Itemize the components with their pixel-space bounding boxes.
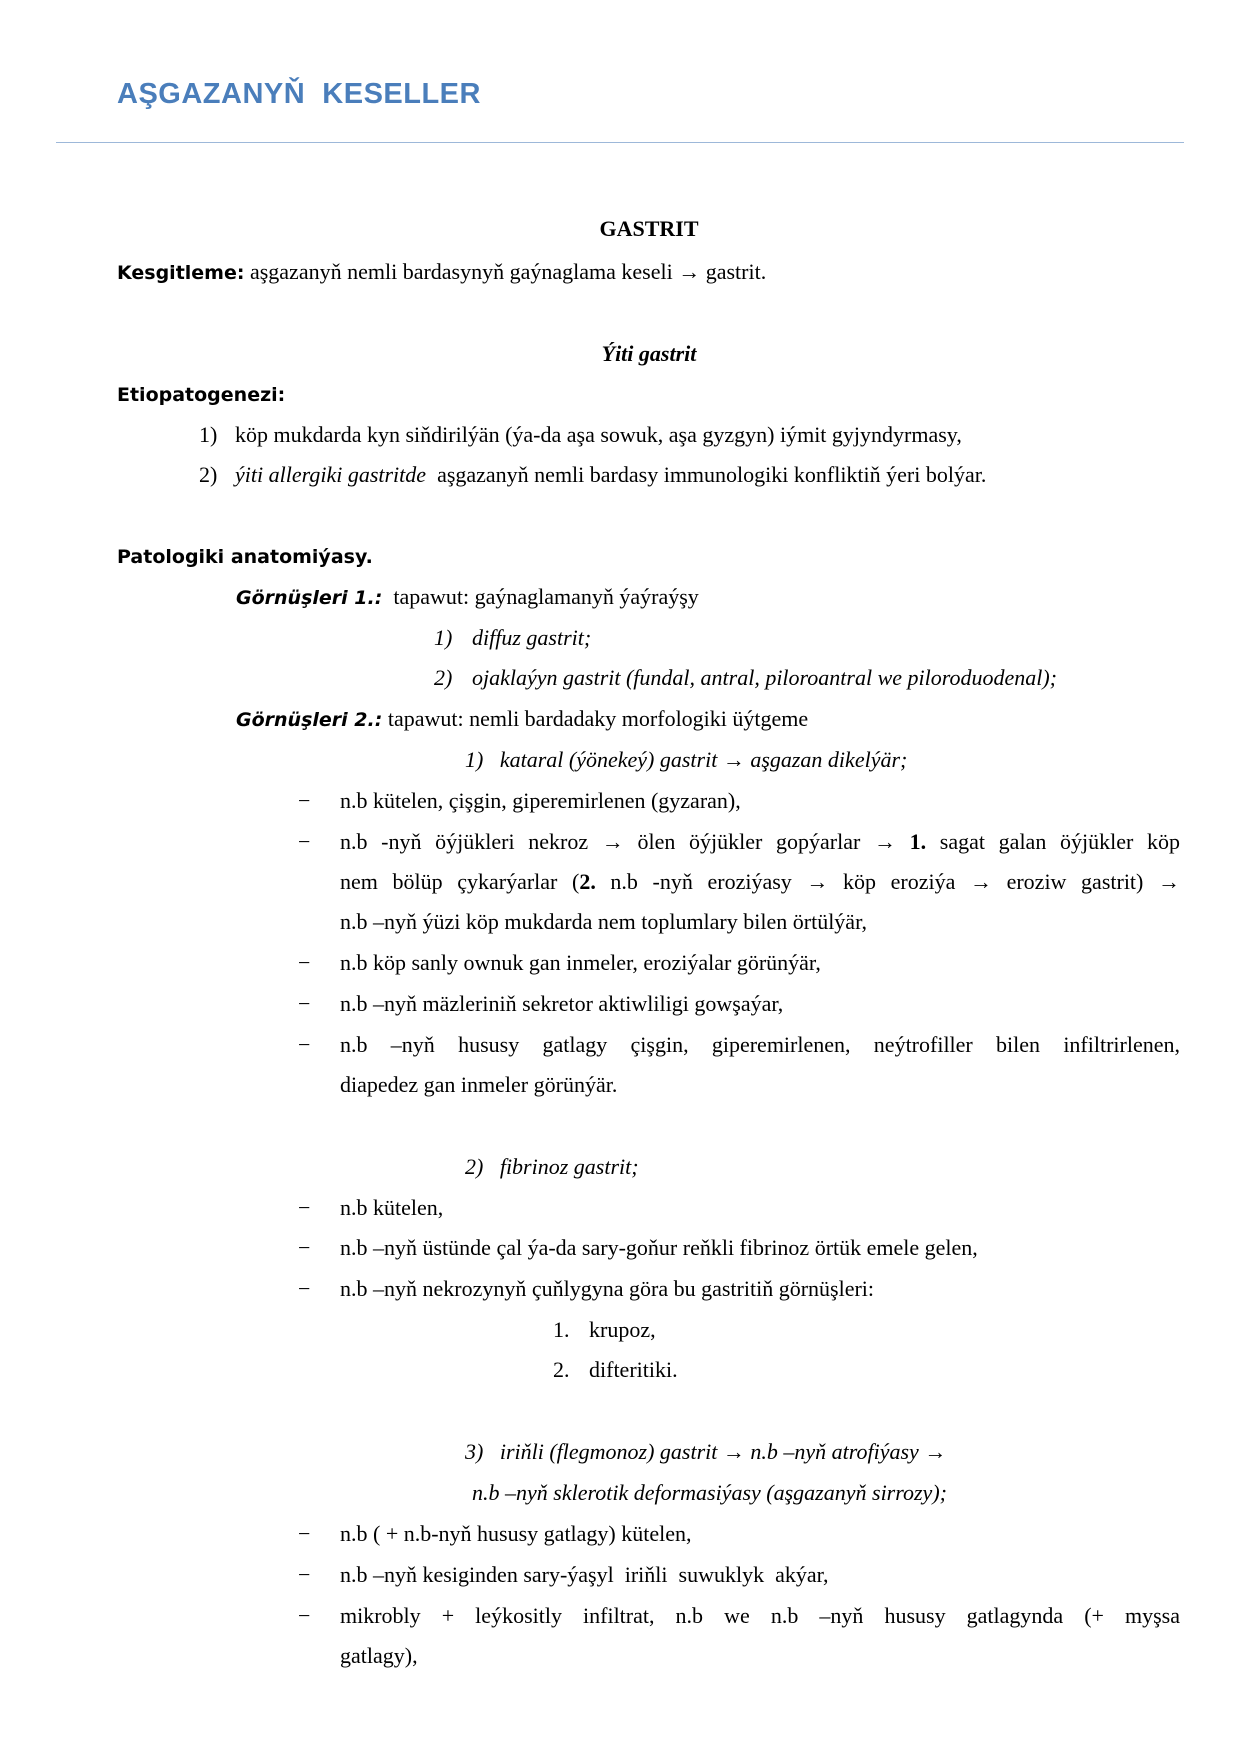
- types1-line: [236, 584, 699, 611]
- bullet-dash: −: [298, 788, 311, 813]
- bullet-text-continuation: n.b –nyň ýüzi köp mukdarda nem toplumlary bilen örtülýär,: [340, 909, 868, 934]
- bullet-dash: −: [298, 1235, 311, 1260]
- bullet-dash: −: [298, 1521, 311, 1546]
- types1-item: [434, 625, 591, 651]
- document-heading: AŞGAZANYŇ KESELLER: [117, 78, 481, 110]
- item-text: köp mukdarda kyn siňdirilýän (ýa-da aşa sowuk, aşa gyzgyn) iýmit gyjyndyrmasy,: [235, 422, 962, 447]
- heading-divider: [56, 142, 1184, 143]
- bullet-dash: −: [298, 991, 311, 1016]
- definition-line: [117, 259, 766, 286]
- subsection-title-acute: Ýiti gastrit: [601, 341, 697, 366]
- bold-number: 2.: [579, 869, 596, 894]
- types1-text: tapawut: gaýnaglamanyň ýaýraýşy: [393, 584, 699, 609]
- item-number: 1): [199, 422, 218, 447]
- types2-line: [236, 706, 808, 733]
- item-text: diffuz gastrit;: [472, 625, 592, 650]
- bullet-text-continuation: diapedez gan inmeler görünýär.: [340, 1072, 618, 1097]
- definition-text: aşgazanyň nemli bardasynyň gaýnaglama keseli → gastrit.: [249, 259, 767, 284]
- bullet-text: n.b –nyň mäzleriniň sekretor aktiwliligi gowşaýar,: [340, 991, 784, 1016]
- text-run: n.b -nyň öýjükleri nekroz → ölen öýjükler gopýarlar →: [340, 829, 910, 854]
- bullet-text: n.b kütelen, çişgin, giperemirlenen (gyzaran),: [340, 788, 741, 813]
- bullet-text: n.b –nyň kesiginden sary-ýaşyl iriňli suwuklyk akýar,: [340, 1562, 829, 1587]
- etiology-item: [199, 462, 986, 488]
- item-text: aşgazanyň nemli bardasy immunologiki konfliktiň ýeri bolýar.: [437, 462, 987, 487]
- text-run: sagat galan öýjükler köp: [926, 829, 1180, 854]
- bullet-text: mikrobly + leýkositly infiltrat, n.b we n.b –nyň hususy gatlagynda (+ myşsa: [340, 1603, 1180, 1628]
- bullet-text: n.b ( + n.b-nyň hususy gatlagy) kütelen,: [340, 1521, 692, 1546]
- purulent-heading: 3) iriňli (flegmonoz) gastrit → n.b –nyň atrofiýasy →: [465, 1439, 947, 1464]
- item-number: 2): [199, 462, 218, 487]
- numbered-subitem: [553, 1357, 678, 1383]
- section-title-gastrit: GASTRIT: [599, 216, 699, 241]
- definition-label: Kesgitleme:: [117, 262, 245, 284]
- bullet-text-continuation: [340, 869, 1180, 895]
- bullet-text: n.b kütelen,: [340, 1195, 444, 1220]
- numbered-subitem: [553, 1317, 656, 1343]
- item-text: difteritiki.: [589, 1357, 678, 1382]
- types2-label: Görnüşleri 2.:: [236, 709, 383, 731]
- bullet-dash: −: [298, 1276, 311, 1301]
- purulent-heading-continuation: n.b –nyň sklerotik deformasiýasy (aşgazanyň sirrozy);: [472, 1480, 947, 1505]
- etiology-label: Etiopatogenezi:: [117, 384, 286, 406]
- catarrhal-heading: 1) kataral (ýönekeý) gastrit → aşgazan dikelýär;: [465, 747, 908, 772]
- text-run: n.b -nyň eroziýasy → köp eroziýa → eroziw gastrit) →: [595, 869, 1180, 894]
- bullet-text: [340, 829, 1180, 855]
- item-text: krupoz,: [589, 1317, 656, 1342]
- fibrinous-heading: 2) fibrinoz gastrit;: [465, 1154, 639, 1179]
- bullet-text-continuation: gatlagy),: [340, 1643, 418, 1668]
- item-number: 1): [434, 625, 453, 650]
- text-run: nem bölüp çykarýarlar (: [340, 869, 580, 894]
- types1-item: [434, 665, 1057, 691]
- bullet-dash: −: [298, 950, 311, 975]
- bullet-dash: −: [298, 1603, 311, 1628]
- types1-label: Görnüşleri 1.:: [236, 587, 383, 609]
- item-number: 2): [434, 665, 453, 690]
- item-italic-text: ýiti allergiki gastritde: [235, 462, 427, 487]
- bullet-text: n.b köp sanly ownuk gan inmeler, eroziýalar görünýär,: [340, 950, 821, 975]
- pathology-label: Patologiki anatomiýasy.: [117, 546, 373, 568]
- bullet-dash: −: [298, 829, 311, 854]
- types2-text: tapawut: nemli bardadaky morfologiki üýtgeme: [387, 706, 809, 731]
- item-text: ojaklaýyn gastrit (fundal, antral, piloroantral we piloroduodenal);: [472, 665, 1058, 690]
- bullet-text: n.b –nyň hususy gatlagy çişgin, giperemirlenen, neýtrofiller bilen infiltrirlenen,: [340, 1032, 1180, 1057]
- item-number: 2.: [553, 1357, 570, 1382]
- item-number: 1.: [553, 1317, 570, 1342]
- bullet-dash: −: [298, 1562, 311, 1587]
- bullet-text: n.b –nyň üstünde çal ýa-da sary-goňur reňkli fibrinoz örtük emele gelen,: [340, 1235, 978, 1260]
- bold-number: 1.: [909, 829, 927, 854]
- bullet-dash: −: [298, 1032, 311, 1057]
- bullet-dash: −: [298, 1195, 311, 1220]
- bullet-text: n.b –nyň nekrozynyň çuňlygyna göra bu gastritiň görnüşleri:: [340, 1276, 875, 1301]
- etiology-item: [199, 422, 962, 448]
